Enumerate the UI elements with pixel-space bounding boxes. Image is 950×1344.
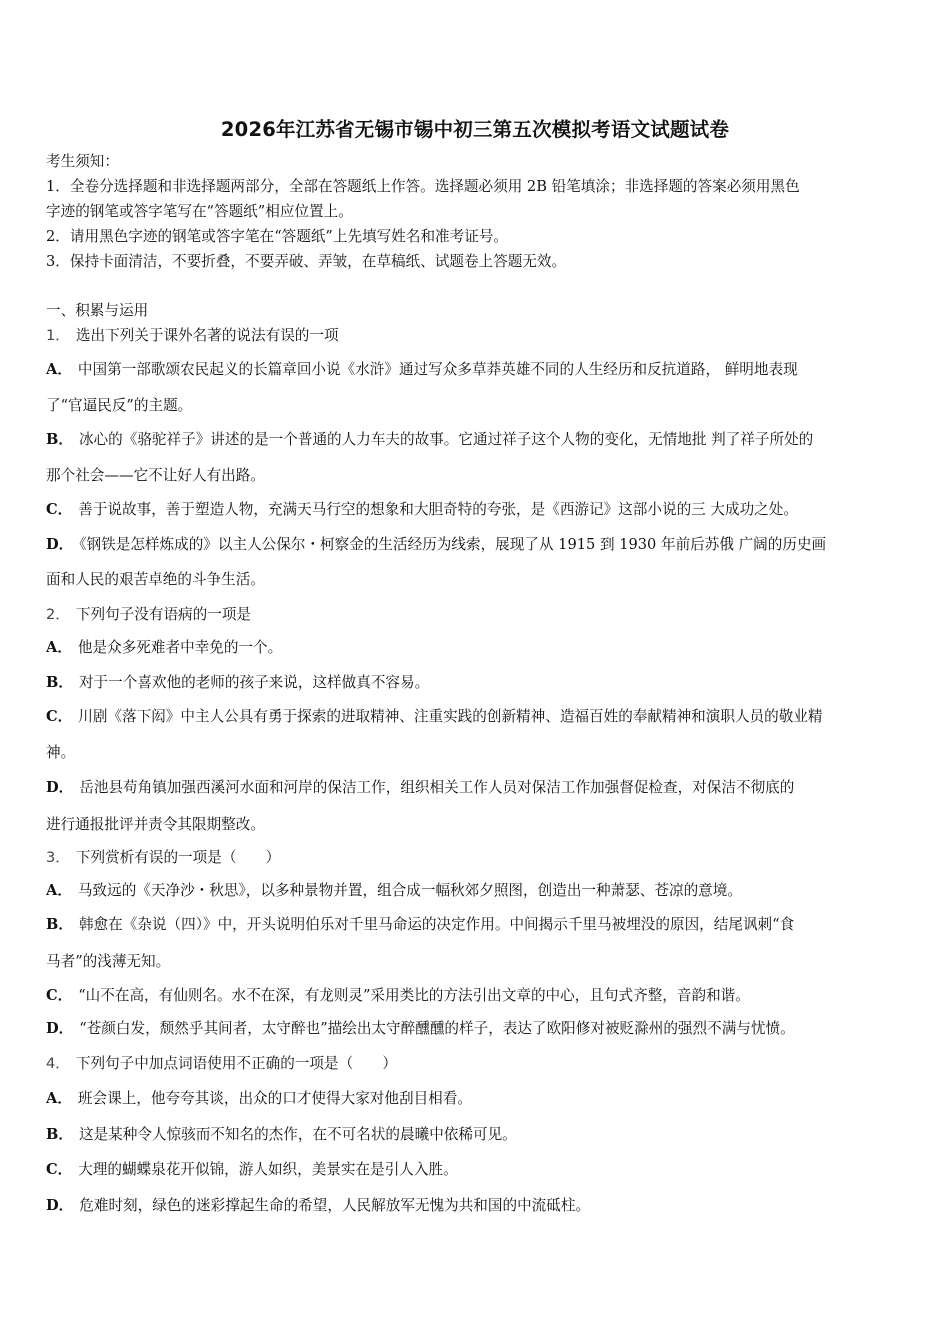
option-text: 《钢铁是怎样炼成的》以主人公保尔・柯察金的生活经历为线索，展现了从 1915 到 1930 年前后苏俄 广阔的历史画	[79, 536, 827, 553]
option-text: 马致远的《天净沙・秋思》，以多种景物并置，组合成一幅秋郊夕照图，创造出一种萧瑟、苍凉的意境。	[77, 882, 742, 899]
option-line	[46, 535, 912, 555]
option-text: 了“官逼民反”的主题。	[46, 397, 193, 414]
option-line	[46, 915, 912, 935]
notice-line: 1．全卷分选择题和非选择题两部分，全部在答题纸上作答。选择题必须用 2B 铅笔填涂；非选择题的答案必须用黑色	[46, 178, 800, 195]
question-text: 下列赏析有误的一项是（ ）	[75, 849, 281, 866]
option-label: C．	[46, 708, 73, 725]
option-label: C．	[46, 1161, 73, 1178]
option-text: 危难时刻，绿色的迷彩撑起生命的希望，人民解放军无愧为共和国的中流砥柱。	[79, 1197, 591, 1214]
option-label: B．	[46, 1126, 73, 1143]
option-text: 进行通报批评并责令其限期整改。	[46, 816, 265, 833]
option-line	[46, 1019, 912, 1039]
question-number: 2．	[46, 606, 70, 623]
page-title: 2026年江苏省无锡市锡中初三第五次模拟考语文试题试卷	[220, 118, 730, 141]
option-label: C．	[46, 501, 73, 518]
option-text: 班会课上，他夸夸其谈，出众的口才使得大家对他刮目相看。	[77, 1090, 472, 1107]
option-text: “苍颜白发，颓然乎其间者，太守醉也”描绘出太守醉醺醺的样子，表达了欧阳修对被贬滁州的强烈不满与忧愤。	[79, 1020, 795, 1037]
option-text: 那个社会——它不让好人有出路。	[46, 467, 265, 484]
notice-heading: 考生须知：	[46, 153, 119, 170]
option-text: 中国第一部歌颂农民起义的长篇章回小说《水浒》通过写众多草莽英雄不同的人生经历和反抗道路， 鲜明地表现	[77, 361, 798, 378]
option-text: 面和人民的艰苦卓绝的斗争生活。	[46, 571, 265, 588]
option-text: 川剧《落下闳》中主人公具有勇于探索的进取精神、注重实践的创新精神、造福百姓的奉献精神和演职人员的敬业精	[78, 708, 823, 725]
option-label: A．	[46, 882, 72, 899]
question-number: 4．	[46, 1055, 70, 1072]
option-text: 对于一个喜欢他的老师的孩子来说，这样做真不容易。	[78, 674, 430, 691]
question-text: 选出下列关于课外名著的说法有误的一项	[75, 327, 339, 344]
question-stem	[46, 605, 912, 625]
option-label: D．	[46, 1020, 74, 1037]
section-heading: 一、积累与运用	[46, 302, 149, 319]
option-text: “山不在高，有仙则名。水不在深，有龙则灵”采用类比的方法引出文章的中心，且句式齐整，音韵和谐。	[78, 987, 750, 1004]
option-label: D．	[46, 1197, 74, 1214]
option-line	[46, 815, 912, 835]
question-number: 1．	[46, 327, 70, 344]
option-label: A．	[46, 1090, 72, 1107]
option-text: 神。	[46, 744, 76, 761]
option-text: 韩愈在《杂说（四）》中，开头说明伯乐对千里马命运的决定作用。中间揭示千里马被埋没的原因，结尾讽刺“食	[78, 916, 795, 933]
question-stem	[46, 326, 912, 346]
option-label: B．	[46, 674, 73, 691]
option-line	[46, 778, 912, 798]
question-number: 3．	[46, 849, 70, 866]
option-line	[46, 1125, 912, 1145]
option-label: B．	[46, 431, 73, 448]
option-text: 善于说故事，善于塑造人物，充满天马行空的想象和大胆奇特的夸张，是《西游记》这部小说的三 大成功之处。	[78, 501, 798, 518]
option-line	[46, 1160, 912, 1180]
question-text: 下列句子没有语病的一项是	[75, 606, 252, 623]
option-line	[46, 500, 912, 520]
option-line	[46, 396, 912, 416]
option-line	[46, 360, 912, 380]
option-label: C．	[46, 987, 73, 1004]
option-line	[46, 1089, 912, 1109]
notice-line: 2．请用黑色字迹的钢笔或答字笔在“答题纸”上先填写姓名和准考证号。	[46, 228, 509, 245]
option-line	[46, 430, 912, 450]
option-line	[46, 881, 912, 901]
option-text: 岳池县苟角镇加强西溪河水面和河岸的保洁工作，组织相关工作人员对保洁工作加强督促检查，对保洁不彻底的	[79, 779, 795, 796]
option-label: B．	[46, 916, 73, 933]
option-line	[46, 673, 912, 693]
option-line	[46, 743, 912, 763]
option-line	[46, 466, 912, 486]
option-line	[46, 638, 912, 658]
option-label: D．	[46, 536, 74, 553]
option-line	[46, 1196, 912, 1216]
option-text: 他是众多死难者中幸免的一个。	[77, 639, 283, 656]
question-stem	[46, 1054, 912, 1074]
option-text: 冰心的《骆驼祥子》讲述的是一个普通的人力车夫的故事。它通过祥子这个人物的变化，无情地批 判了祥子所处的	[78, 431, 814, 448]
option-label: D．	[46, 779, 74, 796]
notice-line: 字迹的钢笔或答字笔写在“答题纸”相应位置上。	[46, 203, 353, 220]
question-text: 下列句子中加点词语使用不正确的一项是（ ）	[75, 1055, 397, 1072]
option-line	[46, 707, 912, 727]
option-line	[46, 570, 912, 590]
option-text: 这是某种令人惊骇而不知名的杰作，在不可名状的晨曦中依稀可见。	[78, 1126, 517, 1143]
notice-line: 3．保持卡面清洁，不要折叠，不要弄破、弄皱，在草稿纸、试题卷上答题无效。	[46, 253, 567, 270]
option-label: A．	[46, 639, 72, 656]
question-stem	[46, 848, 912, 868]
option-label: A．	[46, 361, 72, 378]
option-text: 大理的蝴蝶泉花开似锦，游人如织，美景实在是引人入胜。	[78, 1161, 458, 1178]
option-line	[46, 986, 912, 1006]
option-text: 马者”的浅薄无知。	[46, 953, 171, 970]
option-line	[46, 952, 912, 972]
